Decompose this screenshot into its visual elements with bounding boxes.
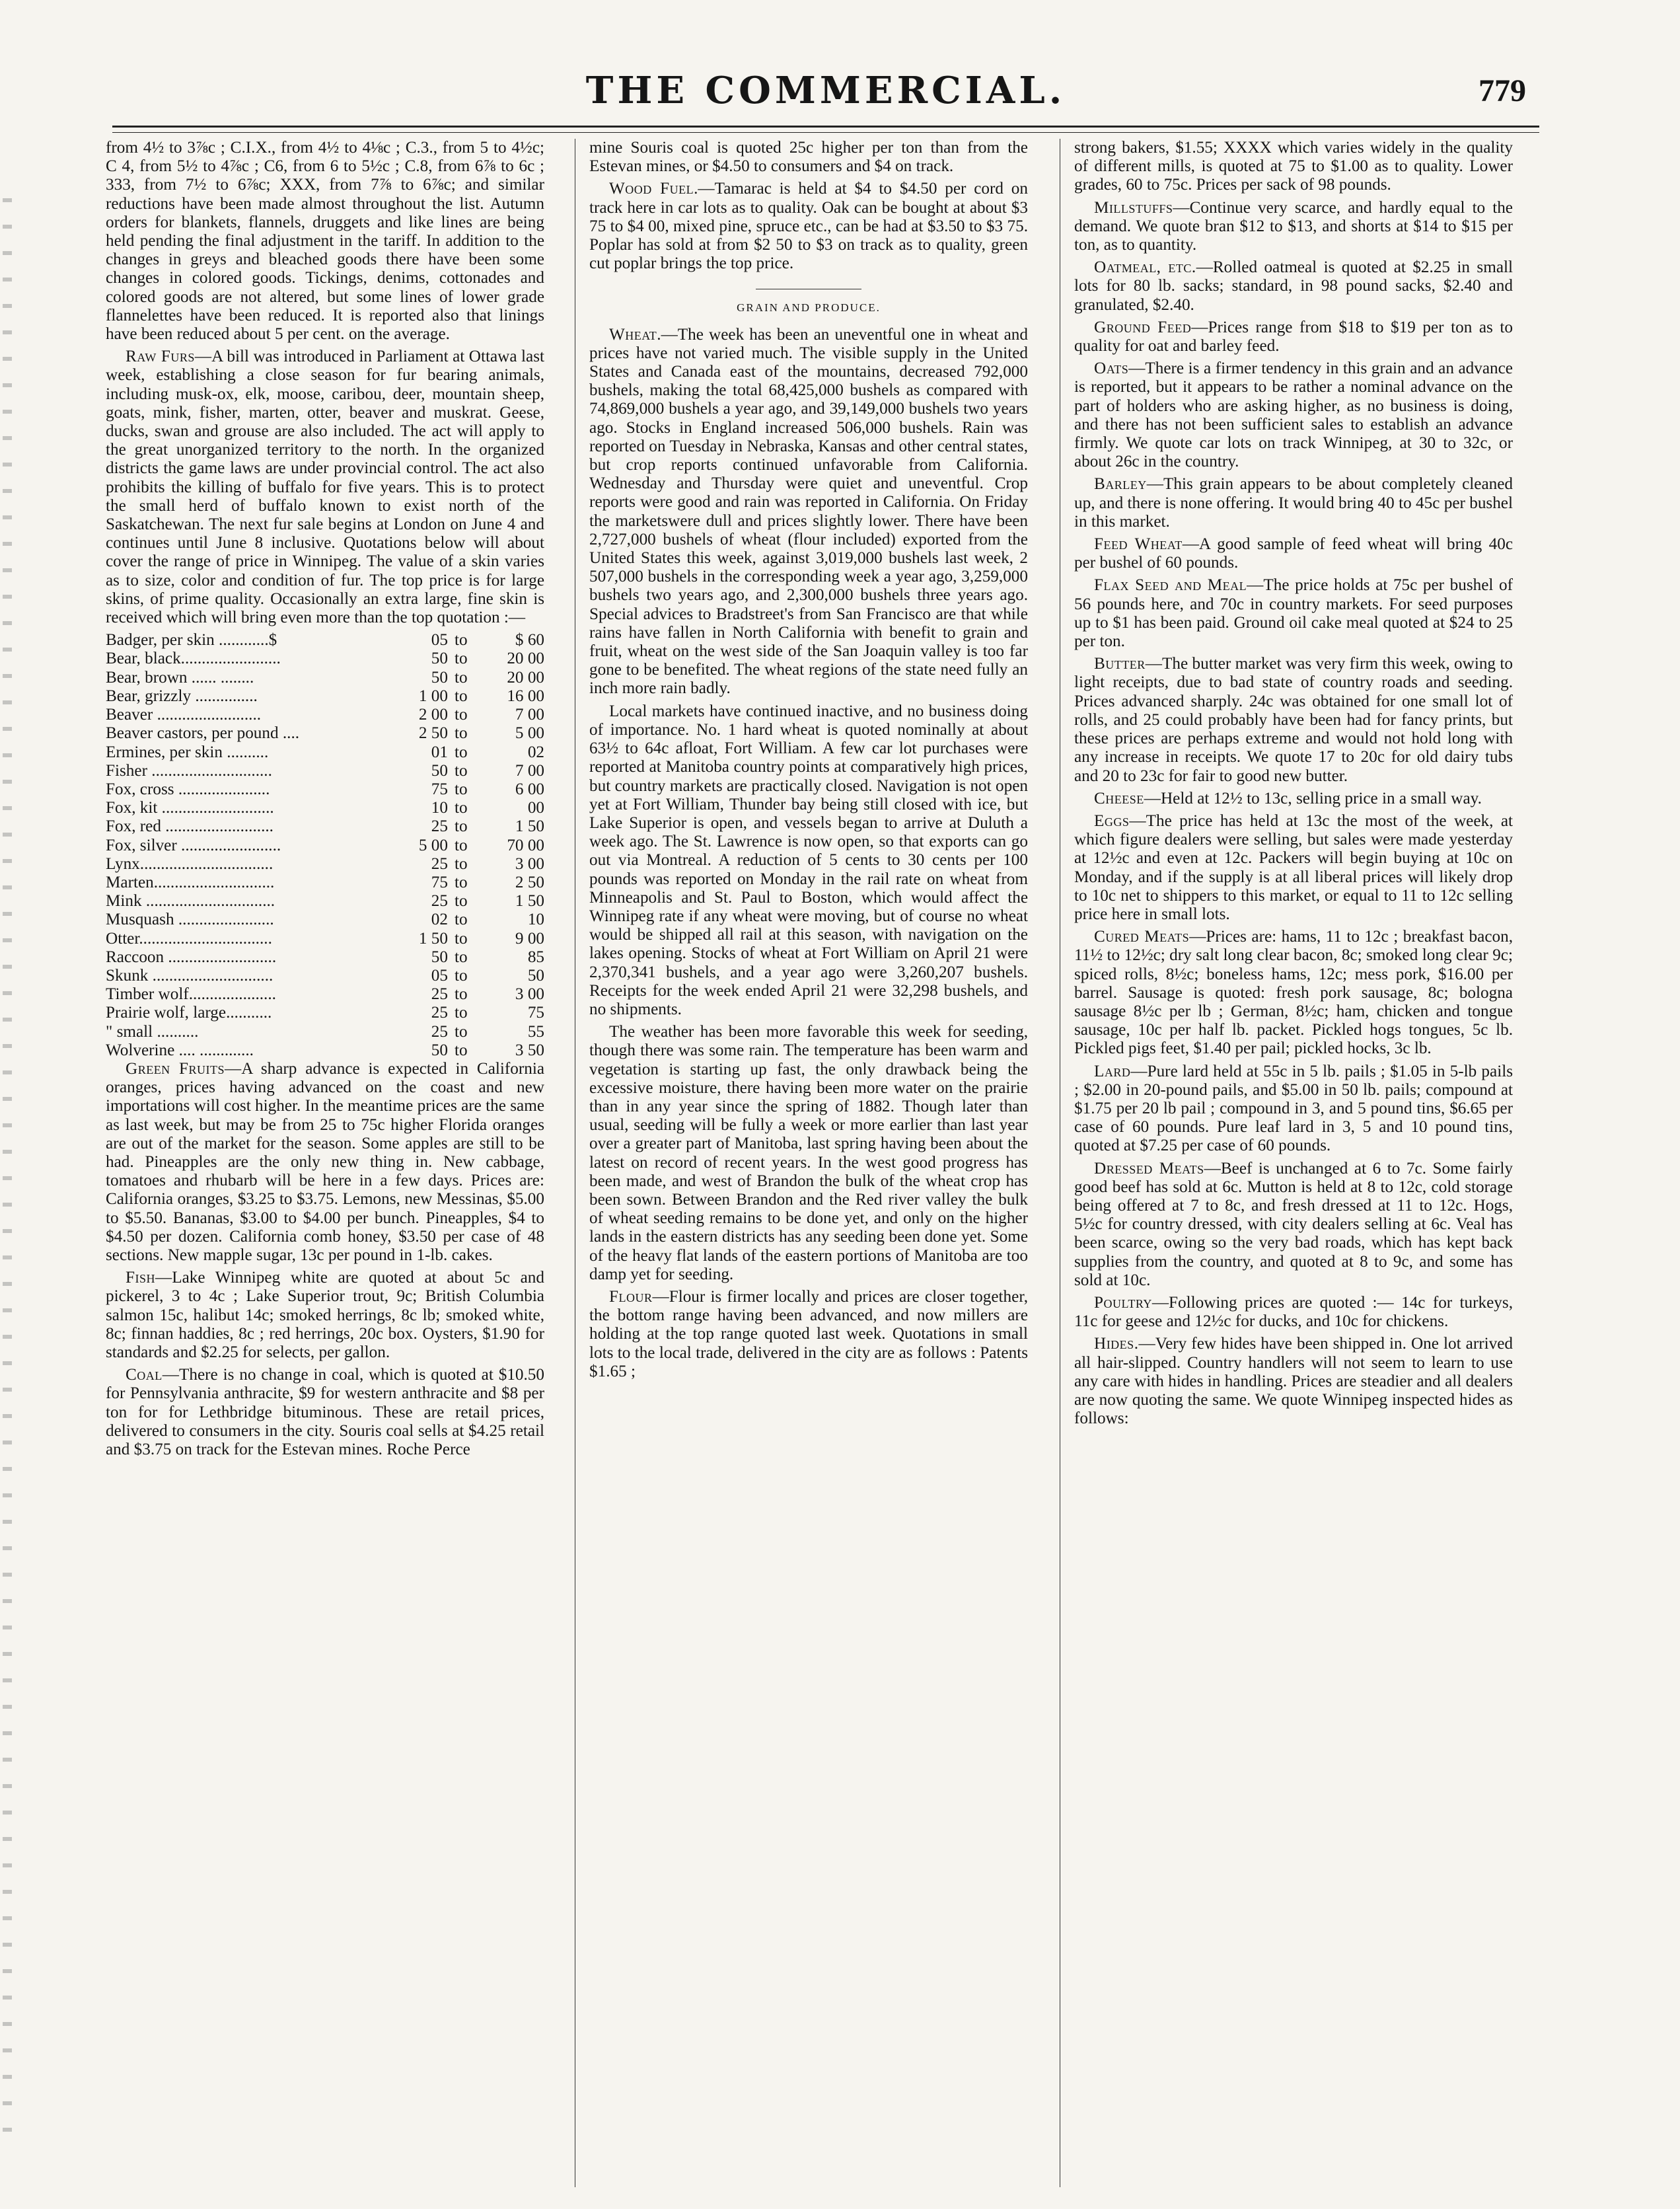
grain-produce-section-heading: GRAIN AND PRODUCE. xyxy=(589,289,1028,317)
butter-text: —The butter market was very firm this week, owing to light receipts, due to bad state of country roads and seeding. Prices advanced sharply. 24c was obtained for one small lot of rolls, and 25 could probably have been had for fancy prints, but these prices are perhaps extreme and would not hold long with any increase in receipts. We quote 17 to 20c for old dairy tubs and 20 to 23c for fair to good new butter. xyxy=(1074,655,1513,785)
feed-wheat-text: —A good sample of feed wheat will bring 40c per bushel of 60 pounds. xyxy=(1074,535,1513,572)
fur-price-low: 1 50 xyxy=(418,929,448,948)
fur-item-name: Bear, brown ...... ........ xyxy=(106,668,254,687)
raw-furs-text: —A bill was introduced in Parliament at Ottawa last week, establishing a close season for fur bearing animals, including musk-ox, elk, moose, caribou, deer, mountain sheep, goats, mink, fisher, marten, otter, beaver and muskrat. Geese, ducks, swan and grouse are also included. The act will apply to the great unorganized territory to the north. In the organized districts the game laws are under provincial control. The act also prohibits the killing of buffalo for five years. This is to protect the small herd of buffalo known to exist north of the Saskatchewan. The next fur sale begins at London on June 4 and continues until June 8 inclusive. Quotations below will about cover the range of price in Winnipeg. The value of a skin varies as to size, color and condition of fur. The top price is for large skins, of prime quality. Occasionally an extra large, fine skin is received which will bring even more than the top quotation :— xyxy=(106,348,544,627)
fur-range-word: to xyxy=(455,650,468,668)
fur-price-high: 1 50 xyxy=(515,817,544,836)
coal-continued-paragraph: mine Souris coal is quoted 25c higher per ton than from the Estevan mines, or $4.50 to consumers and $4 on track. xyxy=(589,139,1028,176)
local-markets-paragraph: Local markets have continued inactive, and no business doing of importance. No. 1 hard wheat is quoted nominally at about 63½ to 64c afloat, Fort William. A few car lot purchases were reported at Manitoba country points at comparatively high prices, but country markets are practically closed. Navigation is not open yet at Fort William, Thunder bay being still closed with ice, but Lake Superior is open, and vessels began to arrive at Duluth a week ago. The St. Lawrence is now open, so that exports can go out via Montreal. A reduction of 5 cents to 30 cents per 100 pounds was reported on Monday in the rail rate on wheat from Minneapolis and St. Paul to Boston, which would affect the Winnipeg rate if any wheat were moving, but of course no wheat would be shipped all rail at this season, with navigation on the lakes opening. Stocks of wheat at Fort William on April 21 were 2,370,341 bushels, and a year ago were 3,260,207 bushels. Receipts for the week ended April 21 were 32,298 bushels, and no shipments. xyxy=(589,702,1028,1018)
fur-range-word: to xyxy=(455,743,468,761)
fur-range-word: to xyxy=(455,687,468,705)
fur-price-low: 05 xyxy=(431,631,448,650)
flax-seed-paragraph xyxy=(1074,576,1513,651)
fur-item-name: Mink ............................... xyxy=(106,892,275,911)
fur-price-row xyxy=(106,687,544,706)
wood-fuel-heading: Wood Fuel xyxy=(609,180,694,198)
fur-item-name: Timber wolf..................... xyxy=(106,985,276,1004)
fur-price-low: 5 00 xyxy=(418,836,448,854)
fur-price-row xyxy=(106,743,544,762)
fur-item-name: Wolverine .... ............. xyxy=(106,1041,254,1059)
fur-range-word: to xyxy=(455,706,468,724)
fur-item-name: Marten............................. xyxy=(106,873,275,891)
fur-range-word: to xyxy=(455,873,468,891)
fur-range-word: to xyxy=(455,724,468,743)
fur-item-name: Bear, grizzly ............... xyxy=(106,687,258,705)
flour-paragraph xyxy=(589,1288,1028,1381)
column-1 xyxy=(106,139,544,2181)
fur-price-row xyxy=(106,930,544,948)
flax-seed-text: —The price holds at 75c per bushel of 56 pounds here, and 70c in country markets. For seed purposes up to $1 has been paid. Ground oil cake meal quoted at $24 to 25 per ton. xyxy=(1074,576,1513,651)
hides-text: —Very few hides have been shipped in. One lot arrived all hair-slipped. Country handlers will not seem to learn to use any care with hides in handling. Prices are steadier and all dealers are now quoting the same. We quote Winnipeg inspected hides as follows: xyxy=(1074,1335,1513,1428)
newspaper-title: THE COMMERCIAL. xyxy=(585,69,1066,112)
fur-price-row xyxy=(106,874,544,892)
green-fruits-paragraph xyxy=(106,1060,544,1265)
coal-text: —There is no change in coal, which is quoted at $10.50 for Pennsylvania anthracite, $9 for western anthracite and $8 per ton for for Lethbridge bituminous. These are retail prices, delivered to consumers in the city. Souris coal sells at $4.25 retail and $3.75 on track for the Estevan mines. Roche Perce xyxy=(106,1366,544,1459)
fur-item-name: Skunk ............................. xyxy=(106,966,274,985)
fur-price-high: 7 00 xyxy=(515,761,544,780)
fur-price-low: 75 xyxy=(431,873,448,891)
lard-text: —Pure lard held at 55c in 5 lb. pails ; $1.05 in 5-lb pails ; $2.00 in 20-pound pails, and $5.00 in 50 lb. pails; compound at $1.75 per 20 lb pail ; compound in 3, and 5 pound tins, $6.65 per case of 60 pounds. Pure leaf lard in 3, 5 and 10 pound tins, quoted at $7.25 per case of 60 pounds. xyxy=(1074,1062,1513,1155)
wood-fuel-paragraph xyxy=(589,180,1028,273)
eggs-paragraph xyxy=(1074,812,1513,924)
fur-range-word: to xyxy=(455,668,468,687)
wheat-text: .—The week has been an uneventful one in wheat and prices have not varied much. The visible supply in the United States and Canada east of the mountains, decreased 792,000 bushels, making the total 68,425,000 bushels as compared with 74,869,000 bushels a year ago, and 39,149,000 bushels two years ago. Stocks in England increased 506,000 bushels. Rain was reported on Tuesday in Nebraska, Kansas and other central states, but crop reports continued unfavorable from California. Wednesday and Thursday were quiet and uneventful. Crop reports were good and rain was reported in California. On Friday the marketswere dull and prices slightly lower. There have been 2,727,000 bushels of wheat (flour included) exported from the United States this week, against 3,019,000 bushels last week, 2 507,000 bushels in the corresponding week a year ago, 3,259,000 bushels two years ago, and 2,300,000 bushels three years ago. Special advices to Bradstreet's from San Francisco are that while rains have fallen in North California with benefit to grain and fruit, wheat on the west side of the San Joaquin valley is too far gone to be benefited. The wheat regions of the state need fully an inch more rain badly. xyxy=(589,325,1028,698)
fur-price-low: 75 xyxy=(431,780,448,798)
fur-item-name: Lynx................................ xyxy=(106,854,274,873)
fur-range-word: to xyxy=(455,631,468,650)
dressed-meats-paragraph xyxy=(1074,1160,1513,1290)
fur-price-high: 20 00 xyxy=(507,668,544,687)
eggs-heading: Eggs xyxy=(1094,811,1130,830)
dry-goods-paragraph: from 4½ to 3⅞c ; C.I.X., from 4½ to 4⅛c ; C.3., from 5 to 4½c; C 4, from 5½ to 4⅞c ; C6, from 6 to 5½c ; C.8, from 6⅞ to 6c ; 333, from 7½ to 6⅞c; XXX, from 7⅞ to 6⅞c; and similar reductions have been made almost throughout the list. Autumn orders for blankets, flannels, druggets and like lines are being held pending the final adjustment in the tariff. In addition to the changes in greys and bleached goods there have been some changes in colored goods. Tickings, denims, cottonades and colored goods are not altered, but some lines of lower grade flannelettes have been reduced. It is reported also that linings have been reduced about 5 per cent. on the average. xyxy=(106,139,544,344)
cheese-paragraph xyxy=(1074,790,1513,808)
fur-price-high: 3 00 xyxy=(515,854,544,873)
fur-range-word: to xyxy=(455,948,468,966)
hides-paragraph xyxy=(1074,1335,1513,1428)
raw-furs-paragraph xyxy=(106,348,544,627)
lard-heading: Lard xyxy=(1094,1062,1131,1080)
wheat-heading: Wheat xyxy=(609,325,657,344)
fish-text: —Lake Winnipeg white are quoted at about 5c and pickerel, 3 to 4c ; Lake Superior trout, 9c; British Columbia salmon 15c, halibut 14c; smoked herrings, 8c lb; smoked white, 8c; finnan haddies, 8c ; red herrings, 20c box. Oysters, $1.90 for standards and $2.25 for selects, per gallon. xyxy=(106,1269,544,1361)
fur-item-name: Bear, black........................ xyxy=(106,650,281,668)
fur-range-word: to xyxy=(455,929,468,948)
oatmeal-paragraph xyxy=(1074,258,1513,315)
oats-paragraph xyxy=(1074,359,1513,471)
fur-price-low: 50 xyxy=(431,761,448,780)
fur-price-low: 1 00 xyxy=(418,687,448,705)
fur-price-low: 25 xyxy=(431,985,448,1004)
fur-item-name: Badger, per skin ............$ xyxy=(106,631,277,650)
fur-price-high: 2 50 xyxy=(515,873,544,891)
fur-price-row xyxy=(106,724,544,743)
fur-range-word: to xyxy=(455,985,468,1004)
page-number: 779 xyxy=(1479,73,1526,108)
fur-price-low: 50 xyxy=(431,1041,448,1059)
fur-price-high: 7 00 xyxy=(515,706,544,724)
column-2 xyxy=(589,139,1028,2181)
oatmeal-text: —Rolled oatmeal is quoted at $2.25 in small lots for 80 lb. sacks; standard, in 98 pound sacks, $2.40 and granulated, $2.40. xyxy=(1074,258,1513,314)
barley-paragraph xyxy=(1074,475,1513,531)
fur-price-high: 55 xyxy=(527,1022,544,1041)
oats-heading: Oats xyxy=(1094,359,1129,378)
fur-price-row xyxy=(106,1041,544,1060)
flax-seed-heading: Flax Seed and Meal xyxy=(1094,576,1247,595)
fur-price-low: 50 xyxy=(431,948,448,966)
cured-meats-text: —Prices are: hams, 11 to 12c ; breakfast bacon, 11½ to 12½c; dry salt long clear bacon, 8c; smoked long clear 9c; spiced rolls, 8½c; boneless hams, 12c; mess pork, $16.00 per barrel. Sausage is quoted: fresh pork sausage, 8c; bologna sausage 8½c per lb ; German, 8½c; ham, chicken and tongue sausage, 10c per half lb. packet. Pickled hogs tongues, 5c lb. Pickled pigs feet, $1.40 per pail; pickled hocks, 3c lb. xyxy=(1074,928,1513,1058)
cheese-text: —Held at 12½ to 13c, selling price in a small way. xyxy=(1144,789,1482,807)
fur-price-low: 25 xyxy=(431,1004,448,1022)
fur-price-row xyxy=(106,817,544,836)
fur-price-high: 85 xyxy=(527,948,544,966)
flour-continued-paragraph: strong bakers, $1.55; XXXX which varies widely in the quality of different mills, is quoted at 75 to $1.00 as to quality. Lower grades, 60 to 75c. Prices per sack of 98 pounds. xyxy=(1074,139,1513,194)
fur-range-word: to xyxy=(455,1004,468,1022)
fur-price-table xyxy=(106,631,544,1060)
ground-feed-heading: Ground Feed xyxy=(1094,318,1192,336)
fur-price-high: 3 00 xyxy=(515,985,544,1004)
fur-price-high: 5 00 xyxy=(515,724,544,743)
fur-price-high: 1 50 xyxy=(515,892,544,911)
header-rule xyxy=(112,126,1539,128)
lard-paragraph xyxy=(1074,1063,1513,1156)
masthead xyxy=(126,61,1526,133)
fur-price-low: 50 xyxy=(431,650,448,668)
cured-meats-heading: Cured Meats xyxy=(1094,928,1190,946)
coal-paragraph xyxy=(106,1366,544,1459)
fur-range-word: to xyxy=(455,780,468,798)
ground-feed-paragraph xyxy=(1074,318,1513,356)
fur-item-name: Beaver castors, per pound .... xyxy=(106,724,300,743)
raw-furs-heading: Raw Furs xyxy=(126,348,195,366)
fur-item-name: Fox, kit ........................... xyxy=(106,799,274,817)
fish-paragraph xyxy=(106,1269,544,1362)
feed-wheat-paragraph xyxy=(1074,535,1513,572)
fur-price-high: 6 00 xyxy=(515,780,544,798)
fur-range-word: to xyxy=(455,966,468,985)
fur-price-row xyxy=(106,948,544,967)
eggs-text: —The price has held at 13c the most of the week, at which figure dealers were selling, but sales were made yesterday at 12½c and even at 12c. Packers will begin buying at 10c on Monday, and if the supply is at all liberal prices will likely drop to 10c net to shippers to this market, or equal to 11 to 12c selling price here in small lots. xyxy=(1074,811,1513,923)
fur-item-name: Fisher ............................. xyxy=(106,761,272,780)
fur-price-low: 25 xyxy=(431,817,448,836)
fur-price-high: 9 00 xyxy=(515,929,544,948)
fur-price-high: 16 00 xyxy=(507,687,544,705)
fur-range-word: to xyxy=(455,892,468,911)
fur-item-name: Fox, silver ........................ xyxy=(106,836,281,854)
fur-price-row xyxy=(106,1004,544,1022)
fur-item-name: Otter................................ xyxy=(106,929,272,948)
fur-price-row xyxy=(106,892,544,911)
fur-price-high: 70 00 xyxy=(507,836,544,854)
cured-meats-paragraph xyxy=(1074,928,1513,1058)
millstuffs-heading: Millstuffs xyxy=(1094,198,1173,217)
header-rule-thin xyxy=(112,132,1539,133)
dressed-meats-heading: Dressed Meats xyxy=(1094,1159,1204,1178)
fur-price-row xyxy=(106,780,544,799)
fur-item-name: Musquash ....................... xyxy=(106,911,274,929)
coal-heading: Coal xyxy=(126,1366,163,1384)
fur-price-row xyxy=(106,650,544,668)
fur-range-word: to xyxy=(455,911,468,929)
fur-price-low: 05 xyxy=(431,966,448,985)
fur-price-low: 10 xyxy=(431,799,448,817)
fur-price-low: 02 xyxy=(431,911,448,929)
fur-item-name: Beaver ......................... xyxy=(106,706,262,724)
fur-price-high: 10 xyxy=(527,911,544,929)
cheese-heading: Cheese xyxy=(1094,789,1144,807)
green-fruits-text: —A sharp advance is expected in California oranges, prices having advanced on the coast and new importations will cost higher. In the meantime prices are the same as last week, but may be from 25 to 75c higher Florida oranges are out of the market for the season. Some apples are still to be had. Pineapples are the only new thing in. New cabbage, tomatoes and rhubarb will be here in a few days. Prices are: California oranges, $3.25 to $3.75. Lemons, new Messinas, $5.00 to $5.50. Bananas, $3.00 to $4.00 per bunch. Pineapples, $4 to $4.50 per dozen. California comb honey, $3.50 per case of 48 sections. New mapple sugar, 13c per pound in 1-lb. cakes. xyxy=(106,1059,544,1264)
fur-price-high: 3 50 xyxy=(515,1041,544,1059)
fur-price-high: 20 00 xyxy=(507,650,544,668)
fur-price-low: 2 50 xyxy=(418,724,448,743)
fur-price-high: 75 xyxy=(527,1004,544,1022)
fur-price-row xyxy=(106,967,544,985)
green-fruits-heading: Green Fruits xyxy=(126,1059,225,1078)
flour-text: —Flour is firmer locally and prices are closer together, the bottom range having been advanced, and now millers are holding at the top range quoted last week. Quotations in small lots to the local trade, delivered in the city are as follows : Patents $1.65 ; xyxy=(589,1287,1028,1380)
fur-range-word: to xyxy=(455,799,468,817)
fur-range-word: to xyxy=(455,817,468,836)
fur-price-row xyxy=(106,985,544,1004)
fur-item-name: Raccoon .......................... xyxy=(106,948,277,966)
fur-price-row xyxy=(106,837,544,855)
fur-price-row xyxy=(106,762,544,780)
fur-range-word: to xyxy=(455,1041,468,1059)
fur-price-row xyxy=(106,911,544,929)
weather-paragraph: The weather has been more favorable this week for seeding, though there was some rain. The temperature has been warm and vegetation is starting up fast, the only drawback being the excessive moisture, there having been more water on the prairie than in any year since the spring of 1882. Though later than usual, seeding will be fully a week or more earlier than last year over a greater part of Manitoba, last spring having been about the latest on record of recent years. In the west good progress has been made, and west of Brandon the bulk of the wheat crop has been sown. Between Brandon and the Red river valley the bulk of wheat seeding remains to be done yet, and only on the higher lands in the eastern districts has any seeding been done yet. Some of the heavy flat lands of the eastern portions of Manitoba are too damp yet for seeding. xyxy=(589,1023,1028,1283)
fur-price-high: 00 xyxy=(527,799,544,817)
fur-range-word: to xyxy=(455,854,468,873)
fur-item-name: Fox, cross ...................... xyxy=(106,780,270,798)
fur-price-row xyxy=(106,631,544,650)
fur-range-word: to xyxy=(455,1022,468,1041)
butter-paragraph xyxy=(1074,655,1513,785)
poultry-paragraph xyxy=(1074,1294,1513,1331)
feed-wheat-heading: Feed Wheat xyxy=(1094,535,1183,554)
dressed-meats-text: —Beef is unchanged at 6 to 7c. Some fairly good beef has sold at 6c. Mutton is held at 8 to 12c, cold storage being offered at 7 to 8c, and fresh dressed at 11 to 12c. Hogs, 5½c for country dressed, with city dealers selling at 6c. Veal has been scarce, owing so the very bad roads, which has kept back supplies from the country, and quoted at 8 to 9c, and some has sold at 10c. xyxy=(1074,1159,1513,1289)
fur-item-name: Prairie wolf, large........... xyxy=(106,1004,272,1022)
fur-price-low: 25 xyxy=(431,892,448,911)
wheat-paragraph xyxy=(589,326,1028,698)
column-3 xyxy=(1074,139,1513,2181)
barley-text: —This grain appears to be about completely cleaned up, and there is none offering. It would bring 40 to 45c per bushel in this market. xyxy=(1074,475,1513,531)
poultry-text: —Following prices are quoted :— 14c for turkeys, 11c for geese and 12½c for ducks, and 10c for chickens. xyxy=(1074,1293,1513,1331)
fur-price-row xyxy=(106,855,544,874)
millstuffs-paragraph xyxy=(1074,199,1513,255)
fur-item-name: Ermines, per skin .......... xyxy=(106,743,269,761)
fish-heading: Fish xyxy=(126,1269,156,1287)
fur-price-low: 50 xyxy=(431,668,448,687)
fur-price-low: 25 xyxy=(431,1022,448,1041)
fur-range-word: to xyxy=(455,836,468,854)
fur-price-high: $ 60 xyxy=(515,631,544,650)
binding-edge-marks xyxy=(3,198,12,2154)
fur-price-high: 02 xyxy=(527,743,544,761)
poultry-heading: Poultry xyxy=(1094,1293,1152,1312)
fur-price-row xyxy=(106,669,544,687)
fur-range-word: to xyxy=(455,761,468,780)
fur-price-row xyxy=(106,706,544,724)
butter-heading: Butter xyxy=(1094,655,1146,673)
fur-price-low: 01 xyxy=(431,743,448,761)
fur-item-name: Fox, red .......................... xyxy=(106,817,274,836)
barley-heading: Barley xyxy=(1094,475,1147,494)
millstuffs-text: —Continue very scarce, and hardly equal to the demand. We quote bran $12 to $13, and shorts at $14 to $15 per ton, as to quantity. xyxy=(1074,198,1513,254)
ground-feed-text: —Prices range from $18 to $19 per ton as to quality for oat and barley feed. xyxy=(1074,318,1513,356)
flour-heading: Flour xyxy=(609,1287,653,1306)
fur-price-low: 25 xyxy=(431,854,448,873)
fur-price-high: 50 xyxy=(527,966,544,985)
hides-heading: Hides. xyxy=(1094,1335,1139,1353)
fur-item-name: " small .......... xyxy=(106,1022,199,1041)
fur-price-low: 2 00 xyxy=(418,706,448,724)
oats-text: —There is a firmer tendency in this grain and an advance is reported, but it appears to be rather a nominal advance on the part of holders who are asking higher, as no business is doing, and there has not been sufficient sales to establish an advance firmly. We quote car lots on track Winnipeg, at 30 to 32c, or about 26c in the country. xyxy=(1074,359,1513,471)
oatmeal-heading: Oatmeal, etc. xyxy=(1094,258,1196,277)
fur-price-row xyxy=(106,799,544,817)
wood-fuel-text: .—Tamarac is held at $4 to $4.50 per cord on track here in car lots as to quality. Oak can be bought at about $3 75 to $4 00, mixed pine, spruce etc., can be had at $3.50 to $3 75. Poplar has sold at from $2 50 to $3 on track as to quality, green cut poplar brings the top price. xyxy=(589,180,1028,273)
fur-price-row xyxy=(106,1023,544,1041)
